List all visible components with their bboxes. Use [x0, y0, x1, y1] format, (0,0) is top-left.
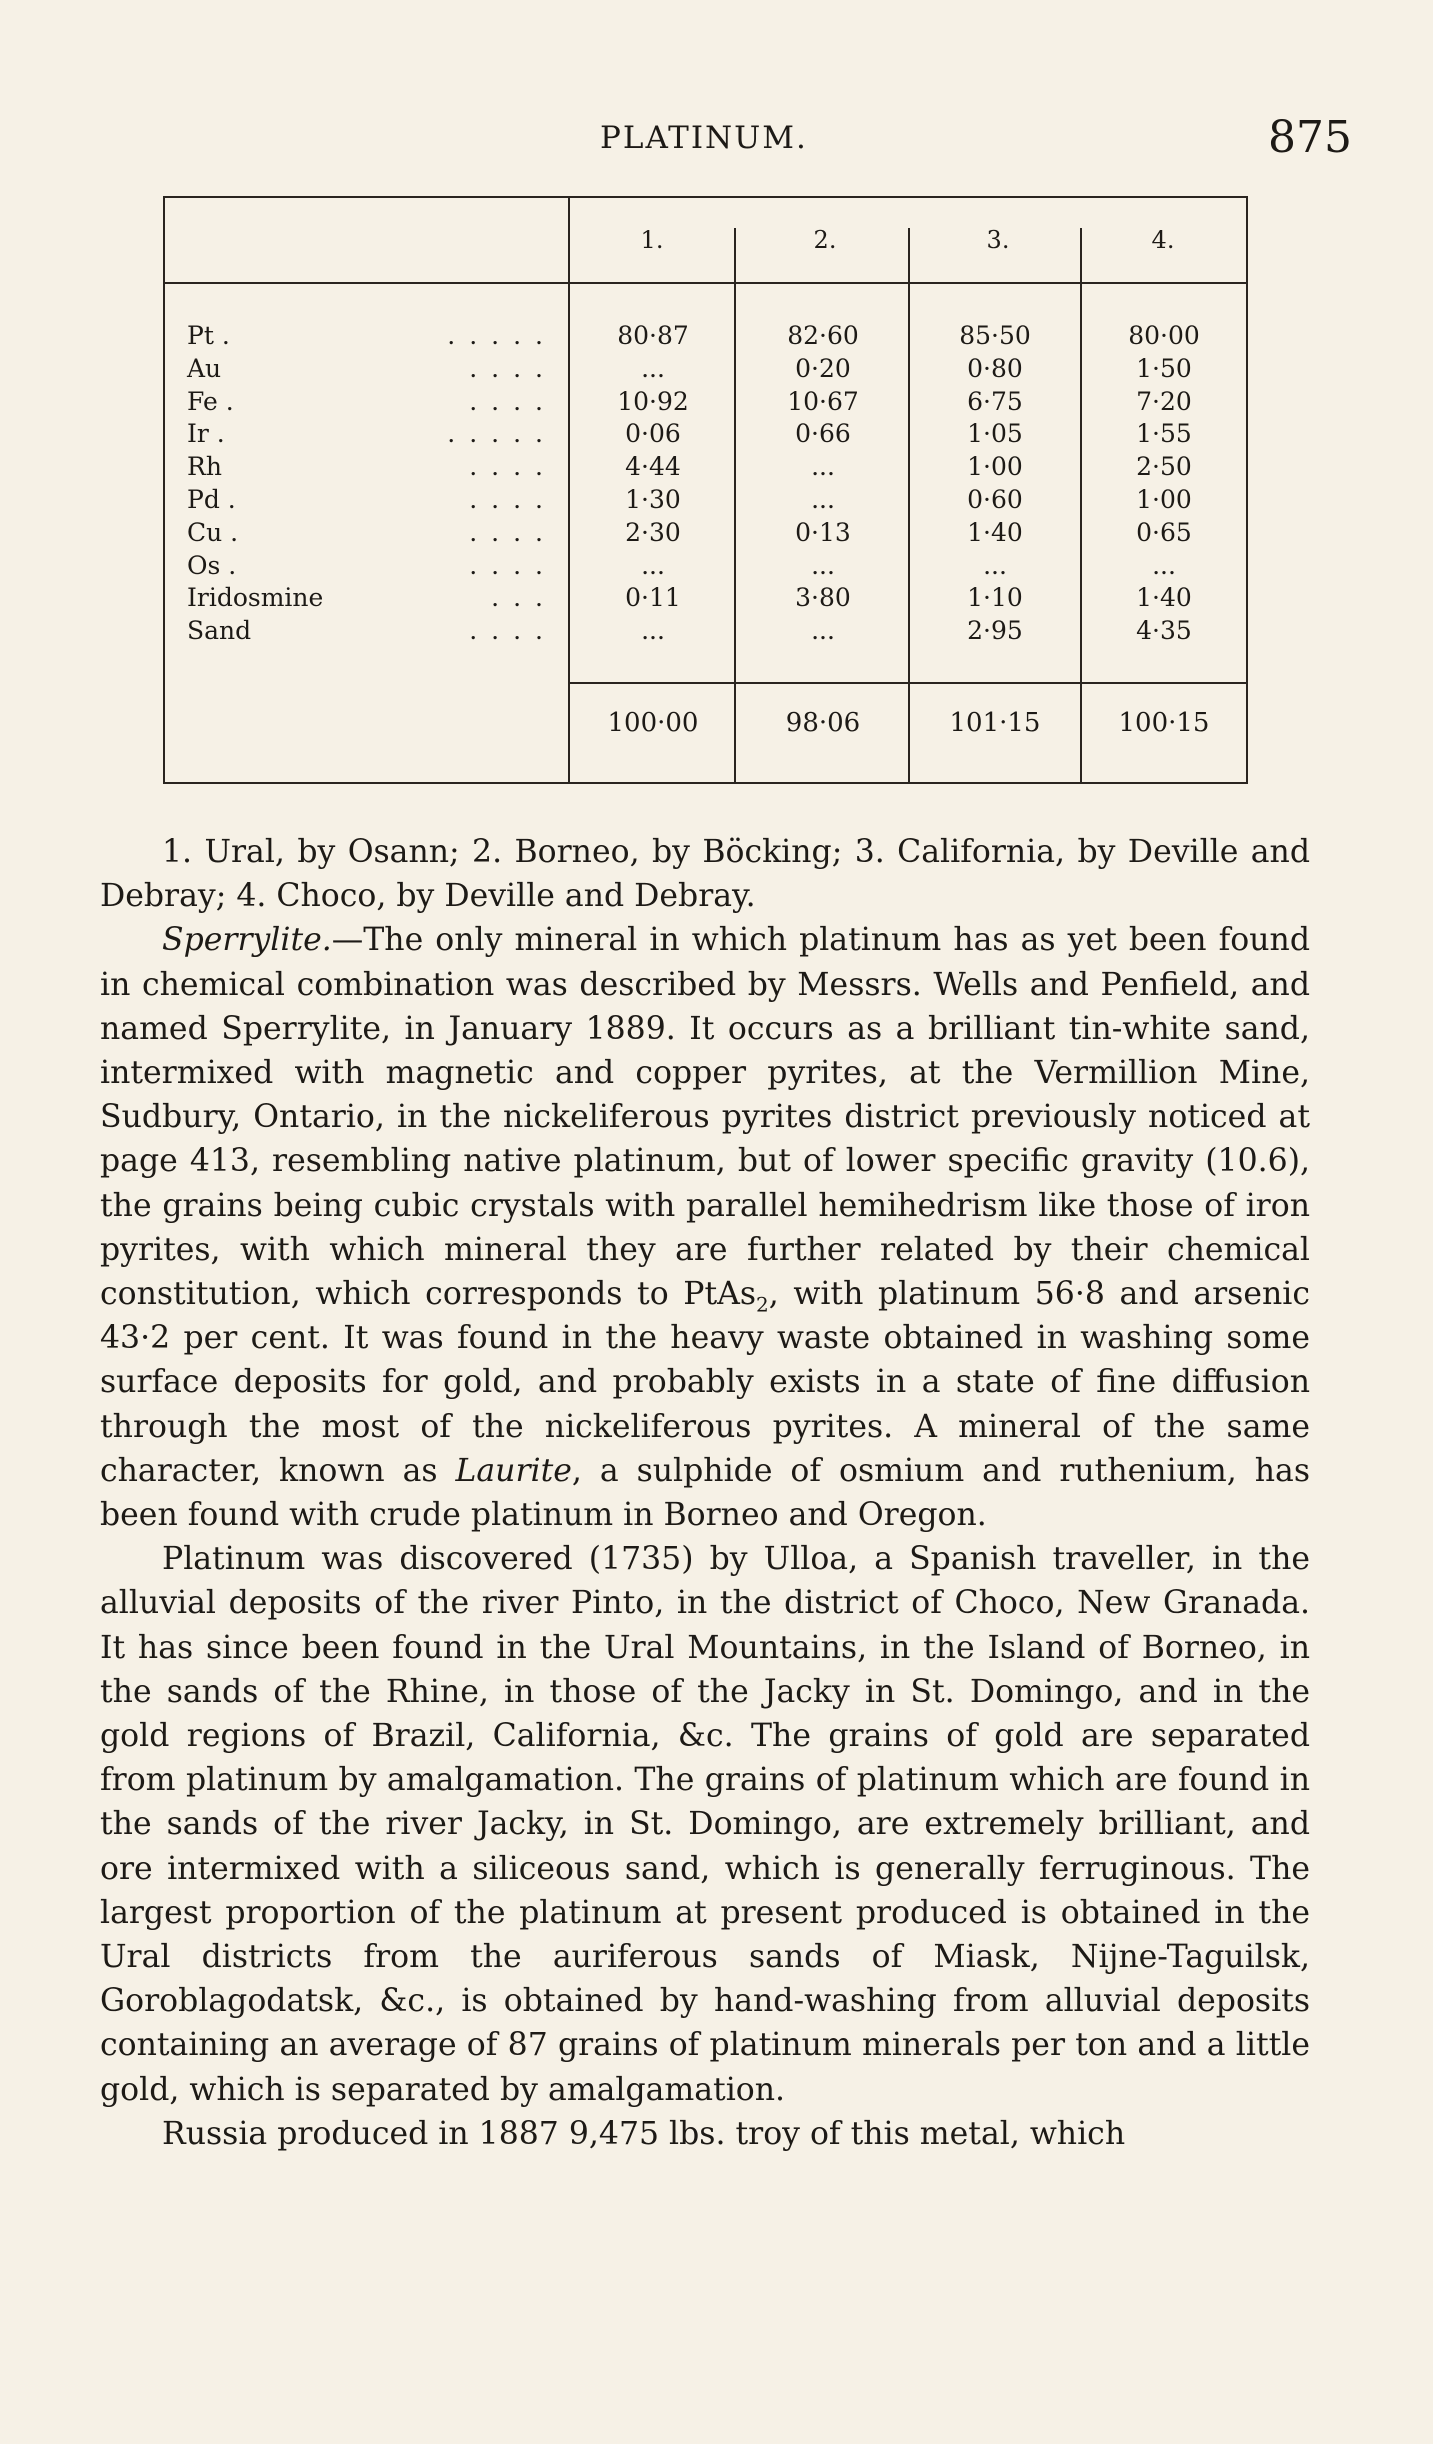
table-cell: 0·06: [625, 419, 681, 449]
total-cell-1: 100·00: [607, 708, 699, 738]
total-cell-3: 101·15: [949, 708, 1041, 738]
table-cell: 1·40: [1136, 583, 1192, 613]
table-bottom-rule: [163, 782, 1248, 784]
mineral-label: Rh ....: [187, 452, 557, 482]
table-cell: 6·75: [967, 386, 1023, 416]
paragraph-russia: Russia produced in 1887 9,475 lbs. troy of this metal, which: [162, 2115, 1126, 2152]
table-cell: ...: [811, 484, 835, 514]
table-cell: ...: [811, 452, 835, 482]
mineral-label: Ir . .....: [187, 419, 557, 449]
paragraph-sperrylite: Sperrylite.—The only mineral in which platinum has as yet been found in chemical combination was described by Messrs. Wells and Penfield, and named Sperrylite, in January 1889. It occurs as a brilliant tin-white sand, intermixed with magnetic and copper pyrites, at the Vermillion Mine, Sudbury, Ontario, in the nickeliferous pyrites district previously noticed at page 413, resembling native platinum, but of lower specific gravity (10.6), the grains being cubic crystals with parallel hemihedrism like those of iron pyrites, with which mineral they are further related by their chemical constitution, which corresponds to PtAs$_2$, with platinum 56·8 and arsenic 43·2 per cent. It was found in the heavy waste obtained in washing some surface deposits for gold, and probably exists in a state of fine diffusion through the most of the nickeliferous pyrites. A mineral of the same character, known as Laurite, a sulphide of osmium and ruthenium, has been found with crude platinum in Borneo and Oregon.: [100, 922, 1310, 1534]
table-cell: ...: [641, 616, 665, 646]
sperrylite-heading: Sperrylite.: [162, 922, 332, 959]
table-cell: ...: [641, 550, 665, 580]
table-cell: 1·00: [967, 452, 1023, 482]
table-cell: 1·10: [967, 583, 1023, 613]
table-caption: 1. Ural, by Osann; 2. Borneo, by Böcking; 3. California, by Deville and Debray; 4. Choco, by Deville and Debray.: [100, 834, 1310, 915]
mineral-label-column: [187, 320, 557, 648]
table-cell: 82·60: [787, 321, 859, 350]
table-cell: 1·05: [967, 419, 1023, 449]
column-header-3: 3.: [986, 226, 1010, 254]
table-header-rule: [163, 282, 1248, 284]
paragraph-discovery: Platinum was discovered (1735) by Ulloa, a Spanish traveller, in the alluvial deposits of the river Pinto, in the district of Choco, New Granada. It has since been found in the Ural Mountains, in the Island of Borneo, in the sands of the Rhine, in those of the Jacky in St. Domingo, and in the gold regions of Brazil, California, &c. The grains of gold are separated from platinum by amalgamation. The grains of platinum which are found in the sands of the river Jacky, in St. Domingo, are extremely brilliant, and ore intermixed with a siliceous sand, which is generally ferruginous. The largest proportion of the platinum at present produced is obtained in the Ural districts from the auriferous sands of Miask, Nijne-Taguilsk, Goroblagodatsk, &c., is obtained by hand-washing from alluvial deposits containing an average of 87 grains of platinum minerals per ton and a little gold, which is separated by amalgamation.: [100, 1541, 1310, 2108]
table-cell: 2·30: [625, 517, 681, 547]
running-head: PLATINUM.: [600, 120, 808, 156]
mineral-label: Fe . ....: [187, 386, 557, 416]
mineral-label: Iridosmine ...: [187, 583, 557, 613]
column-header-4: 4.: [1151, 226, 1175, 254]
mineral-label: Sand ....: [187, 616, 557, 646]
mineral-label: Pt . .....: [187, 321, 557, 350]
mineral-label: Os . ....: [187, 550, 557, 580]
table-left-border: [163, 196, 165, 784]
table-cell: ...: [811, 616, 835, 646]
table-cell: 1·50: [1136, 353, 1192, 383]
table-cell: 4·35: [1136, 616, 1192, 646]
table-cell: 1·30: [625, 484, 681, 514]
table-cell: 1·55: [1136, 419, 1192, 449]
table-cell: 80·87: [617, 321, 689, 350]
mineral-label: Cu . ....: [187, 517, 557, 547]
table-cell: 0·65: [1136, 517, 1192, 547]
column-values-1: [568, 320, 738, 648]
table-cell: ...: [811, 550, 835, 580]
body-text: [100, 830, 1310, 2156]
column-values-3: [910, 320, 1080, 648]
table-cell: 0·60: [967, 484, 1023, 514]
mineral-label: Au ....: [187, 353, 557, 383]
table-cell: 3·80: [795, 583, 851, 613]
table-cell: 85·50: [959, 321, 1031, 350]
composition-table: [163, 196, 1248, 784]
table-cell: 2·95: [967, 616, 1023, 646]
column-values-2: [738, 320, 908, 648]
mineral-label: Pd . ....: [187, 484, 557, 514]
table-cell: 4·44: [625, 452, 681, 482]
table-cell: ...: [1152, 550, 1176, 580]
page-header: [0, 112, 1433, 172]
table-cell: 0·66: [795, 419, 851, 449]
table-cell: 1·00: [1136, 484, 1192, 514]
table-cell: ...: [641, 353, 665, 383]
table-cell: 0·20: [795, 353, 851, 383]
table-cell: 0·13: [795, 517, 851, 547]
table-cell: 10·67: [787, 386, 859, 416]
table-cell: 0·80: [967, 353, 1023, 383]
total-cell-4: 100·15: [1118, 708, 1210, 738]
table-cell: 2·50: [1136, 452, 1192, 482]
table-cell: 0·11: [625, 583, 681, 613]
table-cell: ...: [983, 550, 1007, 580]
table-cell: 10·92: [617, 386, 689, 416]
column-values-4: [1079, 320, 1249, 648]
laurite-term: Laurite: [455, 1452, 572, 1489]
column-header-2: 2.: [813, 226, 837, 254]
column-header-1: 1.: [640, 226, 664, 254]
total-cell-2: 98·06: [785, 708, 861, 738]
table-cell: 80·00: [1128, 321, 1200, 350]
table-top-rule: [163, 196, 1248, 198]
table-cell: 1·40: [967, 517, 1023, 547]
page-number: 875: [1268, 112, 1352, 163]
table-cell: 7·20: [1136, 386, 1192, 416]
